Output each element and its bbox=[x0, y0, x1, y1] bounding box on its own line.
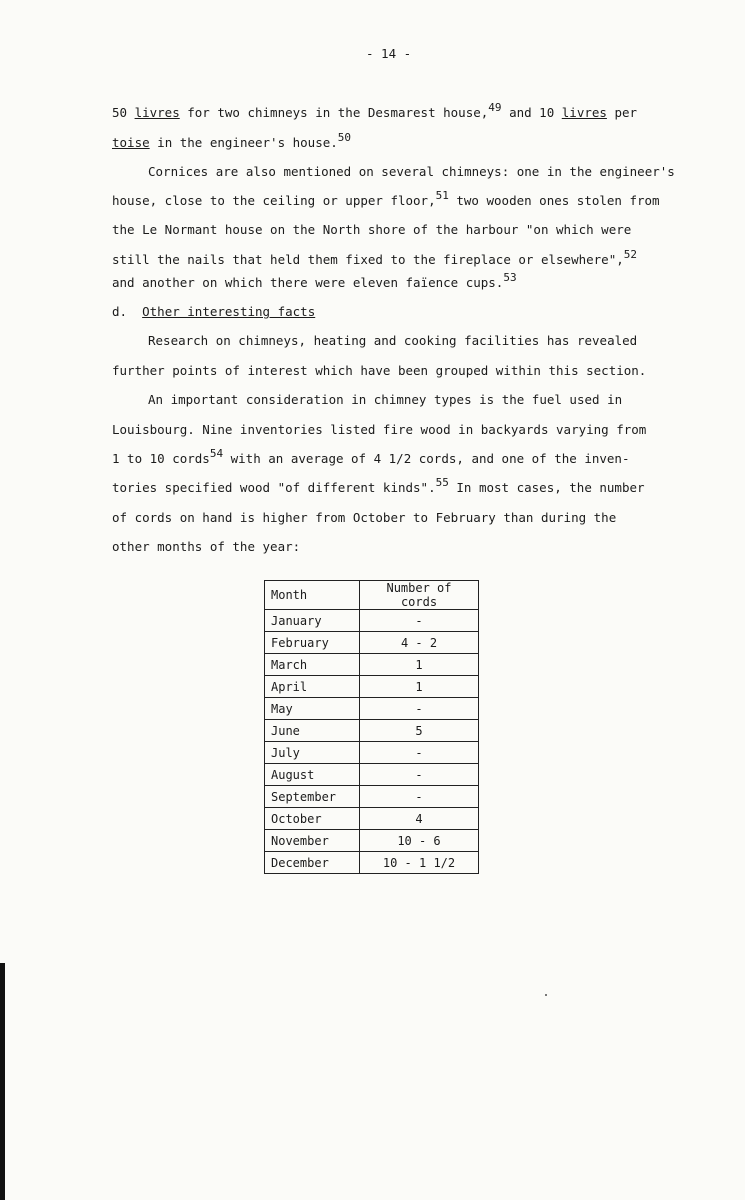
text: 1 to 10 cords bbox=[112, 451, 210, 466]
cords-cell: - bbox=[360, 786, 479, 808]
month-cell: February bbox=[265, 632, 360, 654]
footnote-ref-50: 50 bbox=[337, 131, 352, 144]
paragraph-4-line-5: of cords on hand is higher from October to February than during the bbox=[112, 510, 617, 525]
cords-cell: - bbox=[360, 610, 479, 632]
page-number: - 14 - bbox=[366, 46, 412, 61]
table-row bbox=[265, 676, 479, 698]
paragraph-2-line-4 bbox=[112, 248, 637, 267]
footnote-ref-55: 55 bbox=[435, 476, 449, 489]
scan-margin-bar bbox=[0, 963, 5, 1200]
month-cell: August bbox=[265, 764, 360, 786]
paragraph-2-line-5 bbox=[112, 271, 517, 290]
footnote-ref-51: 51 bbox=[435, 189, 449, 202]
underlined-term: toise bbox=[112, 135, 150, 150]
scan-speck bbox=[545, 994, 547, 996]
paragraph-2-line-1: Cornices are also mentioned on several chimneys: one in the engineer's bbox=[148, 164, 675, 179]
cords-cell: 5 bbox=[360, 720, 479, 742]
table-row bbox=[265, 698, 479, 720]
underlined-term: livres bbox=[561, 105, 607, 120]
table-row bbox=[265, 742, 479, 764]
paragraph-4-line-6: other months of the year: bbox=[112, 539, 301, 554]
month-cell: June bbox=[265, 720, 360, 742]
table-row bbox=[265, 786, 479, 808]
text: for two chimneys in the Desmarest house, bbox=[179, 105, 489, 120]
cords-cell: 1 bbox=[360, 676, 479, 698]
table-row bbox=[265, 654, 479, 676]
header-cords: Number of cords bbox=[360, 581, 479, 610]
paragraph-3-line-2: further points of interest which have been grouped within this section. bbox=[112, 363, 647, 378]
month-cell: May bbox=[265, 698, 360, 720]
text: two wooden ones stolen from bbox=[448, 193, 660, 208]
table-row bbox=[265, 632, 479, 654]
cords-cell: 10 - 1 1/2 bbox=[360, 852, 479, 874]
text: still the nails that held them fixed to the fireplace or elsewhere", bbox=[112, 252, 624, 267]
month-cell: October bbox=[265, 808, 360, 830]
month-cell: July bbox=[265, 742, 360, 764]
footnote-ref-52: 52 bbox=[623, 248, 637, 261]
section-letter: d. bbox=[112, 304, 128, 319]
cords-cell: 4 bbox=[360, 808, 479, 830]
table-row bbox=[265, 830, 479, 852]
text: per bbox=[606, 105, 638, 120]
text: in the engineer's house. bbox=[149, 135, 338, 150]
table-row bbox=[265, 852, 479, 874]
paragraph-1-line-2 bbox=[112, 131, 352, 150]
paragraph-2-line-2 bbox=[112, 189, 660, 208]
cords-cell: 4 - 2 bbox=[360, 632, 479, 654]
paragraph-4-line-4 bbox=[112, 476, 645, 495]
cords-cell: 10 - 6 bbox=[360, 830, 479, 852]
paragraph-3-line-1: Research on chimneys, heating and cooking facilities has revealed bbox=[148, 333, 638, 348]
month-cell: December bbox=[265, 852, 360, 874]
text: with an average of 4 1/2 cords, and one of the inven- bbox=[223, 451, 630, 466]
text: and another on which there were eleven faïence cups. bbox=[112, 275, 504, 290]
footnote-ref-53: 53 bbox=[503, 271, 517, 284]
paragraph-1-line-1 bbox=[112, 101, 638, 120]
month-cell: March bbox=[265, 654, 360, 676]
header-month: Month bbox=[265, 581, 360, 610]
table-header-row bbox=[265, 581, 479, 610]
text: and 10 bbox=[501, 105, 562, 120]
text: 50 bbox=[112, 105, 135, 120]
text: tories specified wood "of different kinds". bbox=[112, 480, 436, 495]
footnote-ref-49: 49 bbox=[488, 101, 502, 114]
cords-cell: - bbox=[360, 742, 479, 764]
table-row bbox=[265, 720, 479, 742]
cords-cell: - bbox=[360, 764, 479, 786]
underlined-term: livres bbox=[134, 105, 180, 120]
table-row bbox=[265, 610, 479, 632]
paragraph-4-line-3 bbox=[112, 447, 630, 466]
month-cell: April bbox=[265, 676, 360, 698]
paragraph-2-line-3: the Le Normant house on the North shore of the harbour "on which were bbox=[112, 222, 632, 237]
text: house, close to the ceiling or upper floor, bbox=[112, 193, 436, 208]
month-cell: January bbox=[265, 610, 360, 632]
text: In most cases, the number bbox=[448, 480, 645, 495]
paragraph-4-line-1: An important consideration in chimney types is the fuel used in bbox=[148, 392, 623, 407]
footnote-ref-54: 54 bbox=[209, 447, 224, 460]
table-row bbox=[265, 764, 479, 786]
table-row bbox=[265, 808, 479, 830]
section-title: Other interesting facts bbox=[142, 304, 316, 319]
cords-cell: - bbox=[360, 698, 479, 720]
paragraph-4-line-2: Louisbourg. Nine inventories listed fire wood in backyards varying from bbox=[112, 422, 647, 437]
cords-table bbox=[264, 580, 479, 874]
month-cell: September bbox=[265, 786, 360, 808]
month-cell: November bbox=[265, 830, 360, 852]
cords-cell: 1 bbox=[360, 654, 479, 676]
section-heading bbox=[112, 304, 315, 319]
